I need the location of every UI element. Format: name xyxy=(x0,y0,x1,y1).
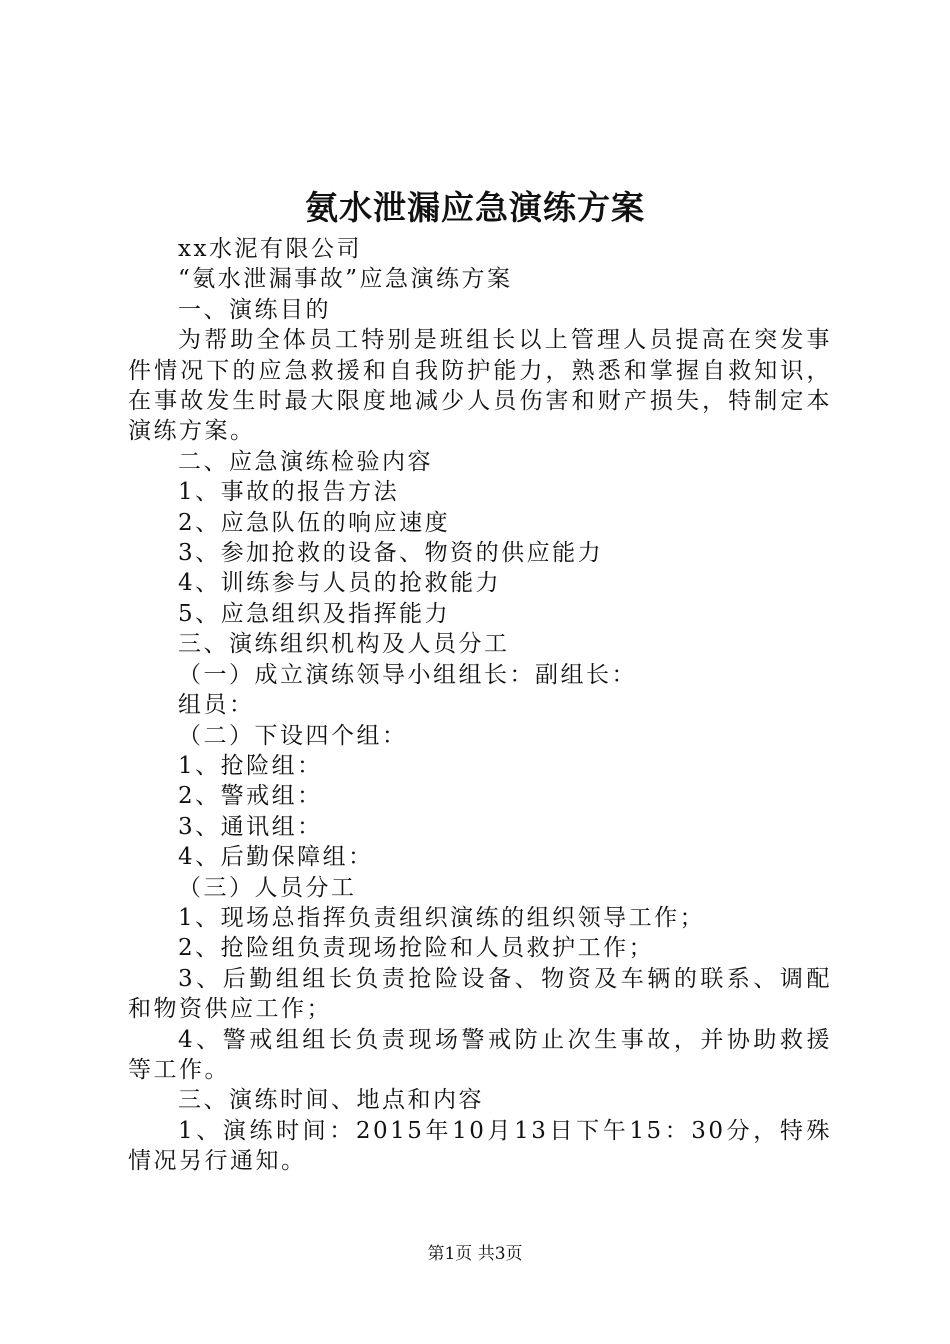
list-item: 4、警戒组组长负责现场警戒防止次生事故，并协助救援等工作。 xyxy=(128,1026,832,1083)
list-item: 3、参加抢救的设备、物资的供应能力 xyxy=(178,540,604,567)
section-heading: 一、演练目的 xyxy=(178,296,331,323)
document-body xyxy=(128,234,832,1177)
list-item: 3、通讯组： xyxy=(178,813,323,840)
plan-subtitle: “氨水泄漏事故”应急演练方案 xyxy=(178,266,513,293)
body-paragraph: 为帮助全体员工特别是班组长以上管理人员提高在突发事件情况下的应急救援和自我防护能力，熟悉和掌握自救知识，在事故发生时最大限度地减少人员伤害和财产损失，特制定本演练方案。 xyxy=(128,327,832,445)
list-item: 2、警戒组： xyxy=(178,783,323,810)
body-line: 组员： xyxy=(178,692,255,719)
section-heading: 三、演练时间、地点和内容 xyxy=(178,1087,484,1114)
list-item: 2、应急队伍的响应速度 xyxy=(178,509,451,536)
company-name: xx水泥有限公司 xyxy=(178,236,362,262)
section-heading: 二、应急演练检验内容 xyxy=(178,448,433,475)
list-item: 1、抢险组： xyxy=(178,752,323,779)
list-item: 4、后勤保障组： xyxy=(178,844,374,871)
section-heading: 三、演练组织机构及人员分工 xyxy=(178,631,510,658)
list-item: 1、现场总指挥负责组织演练的组织领导工作； xyxy=(178,904,706,931)
list-item: 5、应急组织及指挥能力 xyxy=(178,600,451,627)
document-title: 氨水泄漏应急演练方案 xyxy=(305,188,645,227)
list-item: 1、演练时间：2015年10月13日下午15：30分，特殊情况另行通知。 xyxy=(128,1117,832,1175)
page-number-footer: 第1页 共3页 xyxy=(427,1244,523,1264)
list-item: 3、后勤组组长负责抢险设备、物资及车辆的联系、调配和物资供应工作； xyxy=(128,965,832,1023)
list-item: 2、抢险组负责现场抢险和人员救护工作； xyxy=(178,935,655,962)
list-item: 1、事故的报告方法 xyxy=(178,479,400,506)
list-item: 4、训练参与人员的抢救能力 xyxy=(178,570,502,597)
subsection-heading: （三）人员分工 xyxy=(178,874,357,901)
subsection-heading: （二）下设四个组： xyxy=(178,722,408,749)
subsection-heading: （一）成立演练领导小组组长：副组长： xyxy=(178,661,637,688)
